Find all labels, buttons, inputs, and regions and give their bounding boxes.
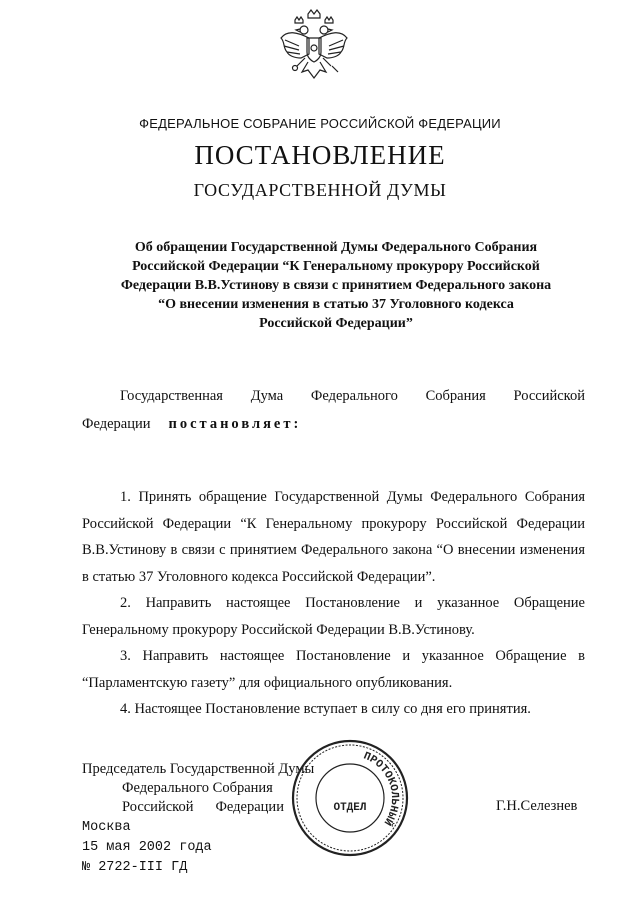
preamble-word: Государственная — [120, 388, 223, 404]
heading-line: Федерации В.В.Устинову в связи с принятием Федерального закона — [120, 278, 552, 293]
preamble-word: Дума — [250, 388, 284, 404]
preamble-line — [82, 382, 585, 410]
decision-item: 4. Настоящее Постановление вступает в силу со дня его принятия. — [120, 701, 531, 717]
preamble-word: Федерации — [82, 416, 151, 432]
heading-line: Российской Федерации “К Генеральному прокурору Российской — [132, 259, 540, 274]
preamble-word: Собрания — [425, 388, 486, 404]
heading-line: Российской Федерации” — [259, 316, 413, 331]
signer-title-line: Председатель Государственной Думы — [82, 761, 315, 777]
preamble-word: Российской — [513, 388, 585, 404]
heading-line: Об обращении Государственной Думы Федерального Собрания — [134, 240, 538, 255]
signer-title-line: Федерального Собрания — [122, 780, 273, 796]
stamp-ring-text: ПРОТОКОЛЬНЫЙ — [361, 750, 401, 828]
organization-name: ФЕДЕРАЛЬНОЕ СОБРАНИЕ РОССИЙСКОЙ ФЕДЕРАЦИИ — [139, 116, 501, 131]
preamble — [82, 382, 585, 438]
date: 15 мая 2002 года — [82, 840, 212, 855]
decision-item: 2. Направить настоящее Постановление и указанное Обращение Генеральному прокурору Российской Федерации В.В.Устинову. — [82, 595, 585, 638]
stamp-center-text: ОТДЕЛ — [333, 802, 367, 814]
document-heading — [86, 238, 586, 333]
document-number: № 2722-III ГД — [82, 860, 188, 875]
document-footer — [82, 818, 212, 878]
decision-item: 1. Принять обращение Государственной Думы Федерального Собрания Российской Федерации “К Генеральному прокурору Российской Федерации В.В.Устинову в связи с принятием Федерального закона “О внесении изменения в статью 37 Уголовного кодекса Российской Федерации”. — [82, 489, 585, 585]
signer-name: Г.Н.Селезнев — [496, 798, 578, 814]
signer-title-word: Федерации — [215, 799, 284, 815]
decision-items — [82, 484, 585, 723]
preamble-line — [82, 410, 585, 438]
decision-item: 3. Направить настоящее Постановление и указанное Обращение в “Парламентскую газету” для официального опубликования. — [82, 648, 585, 691]
heading-line: “О внесении изменения в статью 37 Уголовного кодекса — [158, 297, 514, 312]
preamble-word: Федерального — [310, 388, 398, 404]
signer-title-word: Российской — [122, 799, 194, 815]
document-title: ПОСТАНОВЛЕНИЕ — [194, 140, 446, 170]
coat-of-arms-icon — [275, 8, 353, 88]
official-stamp — [290, 738, 410, 858]
city: Москва — [82, 820, 131, 835]
decision-word: постановляет: — [168, 416, 302, 432]
document-subtitle: ГОСУДАРСТВЕННОЙ ДУМЫ — [193, 180, 447, 200]
